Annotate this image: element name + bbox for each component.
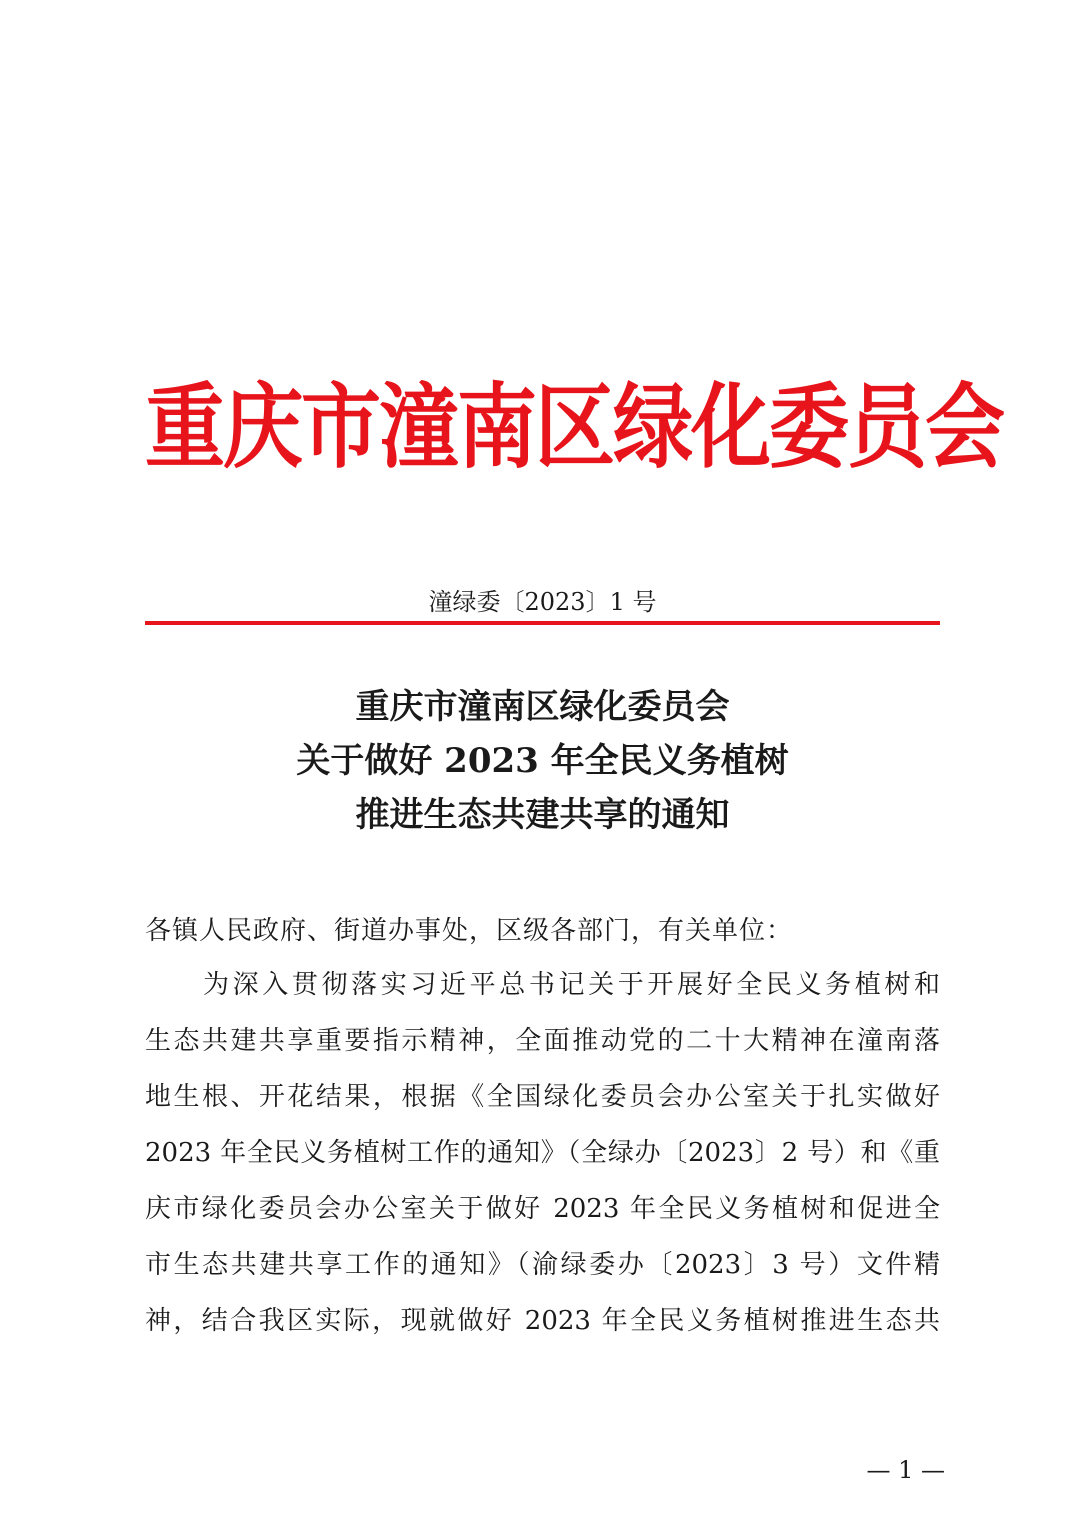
paragraph-line: 庆市绿化委员会办公室关于做好 2023 年全民义务植树和促进全 [145, 1194, 940, 1224]
issuer-masthead: 重庆市潼南区绿化委员会 [145, 373, 1003, 481]
title-line: 重庆市潼南区绿化委员会 [355, 687, 730, 727]
red-divider-line [145, 621, 940, 625]
paragraph-line: 市生态共建共享工作的通知》（渝绿委办〔2023〕3 号）文件精 [145, 1250, 940, 1280]
paragraph-line: 生态共建共享重要指示精神，全面推动党的二十大精神在潼南落 [145, 1026, 940, 1056]
document-body [145, 905, 940, 1349]
page-number: — 1 — [866, 1456, 945, 1484]
document-number: 潼绿委〔2023〕1 号 [428, 588, 657, 616]
title-line: 推进生态共建共享的通知 [355, 795, 730, 835]
document-title [145, 680, 940, 842]
salutation: 各镇人民政府、街道办事处，区级各部门，有关单位： [145, 916, 794, 946]
paragraph-line: 神，结合我区实际，现就做好 2023 年全民义务植树推进生态共 [145, 1306, 940, 1336]
title-line: 关于做好 2023 年全民义务植树 [296, 741, 789, 781]
paragraph-line: 地生根、开花结果，根据《全国绿化委员会办公室关于扎实做好 [145, 1082, 940, 1112]
paragraph-line: 2023 年全民义务植树工作的通知》（全绿办〔2023〕2 号）和《重 [145, 1138, 940, 1168]
paragraph-line: 为深入贯彻落实习近平总书记关于开展好全民义务植树和 [203, 970, 940, 1000]
